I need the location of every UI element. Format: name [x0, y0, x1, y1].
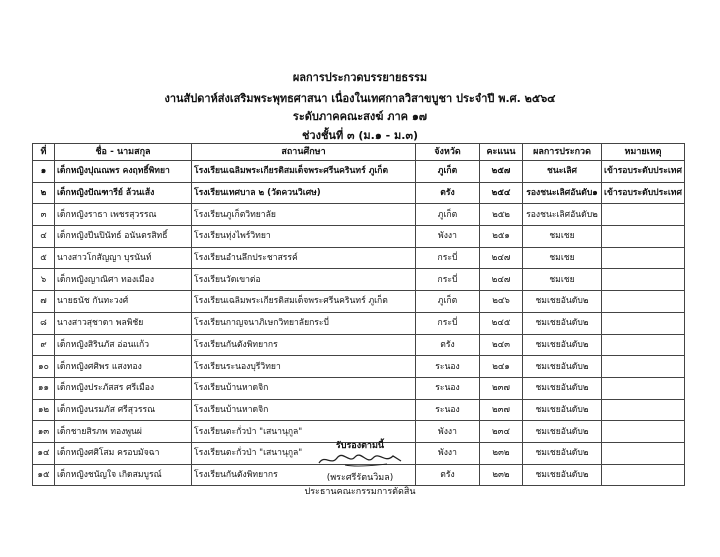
cell-province: ระนอง: [416, 399, 480, 421]
header-note: หมายเหตุ: [602, 144, 685, 161]
cell-province: ระนอง: [416, 356, 480, 378]
cell-note: [602, 377, 685, 399]
cell-name: เด็กหญิงปุณณพร คงฤทธิ์พิทยา: [55, 161, 192, 183]
cell-result: ชนะเลิศ: [523, 161, 602, 183]
cell-no: ๗: [33, 291, 55, 313]
cell-school: โรงเรียนบ้านหาดจิก: [192, 399, 416, 421]
cell-result: ชมเชย: [523, 269, 602, 291]
cell-note: [602, 312, 685, 334]
cell-school: โรงเรียนกาญจนาภิเษกวิทยาลัยกระบี่: [192, 312, 416, 334]
table-row: [33, 247, 685, 269]
cell-result: ชมเชย: [523, 226, 602, 248]
cell-province: พังงา: [416, 421, 480, 443]
cell-name: เด็กหญิงราธา เพชรสุวรรณ: [55, 204, 192, 226]
cell-no: ๑๐: [33, 356, 55, 378]
cell-province: ตรัง: [416, 334, 480, 356]
cell-result: ชมเชยอันดับ๒: [523, 464, 602, 486]
cell-result: ชมเชยอันดับ๒: [523, 356, 602, 378]
cell-name: เด็กหญิงนรมภัส ศรีสุวรรณ: [55, 399, 192, 421]
cell-school: โรงเรียนทุ่งไพร์วิทยา: [192, 226, 416, 248]
cell-province: พังงา: [416, 226, 480, 248]
document-title: ผลการประกวดบรรยายธรรม: [292, 71, 428, 84]
cell-score: ๒๓๗: [480, 399, 523, 421]
cell-result: ชมเชยอันดับ๒: [523, 291, 602, 313]
cell-score: ๒๔๕: [480, 312, 523, 334]
cell-province: ภูเก็ต: [416, 291, 480, 313]
header-score: คะแนน: [480, 144, 523, 161]
cell-province: ภูเก็ต: [416, 161, 480, 183]
cell-school: โรงเรียนบ้านหาดจิก: [192, 377, 416, 399]
cell-score: ๒๔๗: [480, 269, 523, 291]
cell-score: ๒๓๗: [480, 377, 523, 399]
table-row: [33, 377, 685, 399]
cell-name: เด็กชายสิรภพ ทองพูนผ่: [55, 421, 192, 443]
cell-province: กระบี่: [416, 247, 480, 269]
cell-note: [602, 269, 685, 291]
cell-result: ชมเชย: [523, 247, 602, 269]
header-province: จังหวัด: [416, 144, 480, 161]
cell-province: ตรัง: [416, 182, 480, 204]
cell-name: เด็กหญิงปีนปินัทธ์ อนันตรสิทธิ์: [55, 226, 192, 248]
cell-result: ชมเชยอันดับ๒: [523, 399, 602, 421]
signature-mark: [0, 452, 720, 468]
table-row: [33, 312, 685, 334]
cell-result: รองชนะเลิศอันดับ๑: [523, 182, 602, 204]
table-row: [33, 399, 685, 421]
cell-result: ชมเชยอันดับ๒: [523, 421, 602, 443]
cell-no: ๕: [33, 247, 55, 269]
cell-school: โรงเรียนอำนลึกประชาสรรค์: [192, 247, 416, 269]
cell-province: กระบี่: [416, 312, 480, 334]
cell-score: ๒๔๑: [480, 356, 523, 378]
cell-result: รองชนะเลิศอันดับ๒: [523, 204, 602, 226]
cell-result: ชมเชยอันดับ๒: [523, 442, 602, 464]
table-row: [33, 226, 685, 248]
cell-score: ๒๕๗: [480, 161, 523, 183]
cell-score: ๒๓๔: [480, 421, 523, 443]
cell-school: โรงเรียนกันตังพิทยากร: [192, 464, 416, 486]
cell-no: ๔: [33, 226, 55, 248]
cell-school: โรงเรียนตะกั่วป่า "เสนานุกูล": [192, 421, 416, 443]
cell-note: [602, 356, 685, 378]
cell-note: [602, 247, 685, 269]
cell-score: ๒๔๓: [480, 334, 523, 356]
cell-score: ๒๕๒: [480, 204, 523, 226]
cell-name: นางสาวโกสัญญา บุรนันท์: [55, 247, 192, 269]
cell-name: เด็กหญิงสิรินภัส อ่อนแก้ว: [55, 334, 192, 356]
cell-province: ตรัง: [416, 464, 480, 486]
cell-note: [602, 204, 685, 226]
cell-note: [602, 226, 685, 248]
grade-level: ช่วงชั้นที่ ๓ (ม.๑ - ม.๓): [301, 129, 419, 142]
signature-icon: [315, 452, 405, 468]
cell-score: ๒๓๒: [480, 442, 523, 464]
cell-no: ๓: [33, 204, 55, 226]
cell-no: ๑๑: [33, 377, 55, 399]
cell-no: ๘: [33, 312, 55, 334]
cell-name: เด็กหญิงศศิโสม ครอบมัจฉา: [55, 442, 192, 464]
cell-no: ๖: [33, 269, 55, 291]
cell-name: นางสาวสุชาดา พลพิชัย: [55, 312, 192, 334]
table-row: [33, 269, 685, 291]
cell-note: เข้ารอบระดับประเทศ: [602, 161, 685, 183]
event-title: งานสัปดาห์ส่งเสริมพระพุทธศาสนา เนื่องในเทศกาลวิสาขบูชา ประจำปี พ.ศ. ๒๕๖๔: [164, 92, 556, 105]
cell-school: โรงเรียนกันตังพิทยากร: [192, 334, 416, 356]
table-row: [33, 182, 685, 204]
cell-note: [602, 334, 685, 356]
cell-no: ๑๒: [33, 399, 55, 421]
table-row: [33, 334, 685, 356]
cell-school: โรงเรียนระนองบุรีวิทยา: [192, 356, 416, 378]
cell-name: เด็กหญิงประภัสสร ศรีเมือง: [55, 377, 192, 399]
cell-no: ๑๔: [33, 442, 55, 464]
cell-name: เด็กหญิงปัณฑารีย์ ล้วนเส้ง: [55, 182, 192, 204]
cell-score: ๒๕๔: [480, 182, 523, 204]
cell-name: เด็กหญิงชนัญใจ เกิดสมบูรณ์: [55, 464, 192, 486]
region-level: ระดับภาคคณะสงฆ์ ภาค ๑๗: [292, 110, 428, 123]
cell-province: กระบี่: [416, 269, 480, 291]
cell-school: โรงเรียนเทศบาล ๒ (วัดควนวิเศษ): [192, 182, 416, 204]
cell-school: โรงเรียนวัดเขาต่อ: [192, 269, 416, 291]
cell-score: ๒๔๖: [480, 291, 523, 313]
table-header-row: [33, 144, 685, 161]
header-name: ชื่อ - นามสกุล: [55, 144, 192, 161]
cell-no: ๑๓: [33, 421, 55, 443]
cell-no: ๒: [33, 182, 55, 204]
cell-score: ๒๓๒: [480, 464, 523, 486]
cell-school: โรงเรียนภูเก็ตวิทยาลัย: [192, 204, 416, 226]
cell-note: [602, 399, 685, 421]
cell-note: เข้ารอบระดับประเทศ: [602, 182, 685, 204]
cell-province: ระนอง: [416, 377, 480, 399]
table-row: [33, 356, 685, 378]
cell-name: นายธนัช กันทะวงศ์: [55, 291, 192, 313]
cell-province: พังงา: [416, 442, 480, 464]
cell-name: เด็กหญิงญาณิศา ทองเมือง: [55, 269, 192, 291]
signer-role: ประธานคณะกรรมการตัดสิน: [304, 487, 416, 497]
cell-school: โรงเรียนเฉลิมพระเกียรติสมเด็จพระศรีนครินทร์ ภูเก็ต: [192, 291, 416, 313]
header-school: สถานศึกษา: [192, 144, 416, 161]
table-row: [33, 291, 685, 313]
cell-school: โรงเรียนเฉลิมพระเกียรติสมเด็จพระศรีนครินทร์ ภูเก็ต: [192, 161, 416, 183]
header-no: ที่: [33, 144, 55, 161]
cell-no: ๑๕: [33, 464, 55, 486]
cell-school: โรงเรียนตะกั่วป่า "เสนานุกูล": [192, 442, 416, 464]
cell-result: ชมเชยอันดับ๒: [523, 334, 602, 356]
cell-no: ๑: [33, 161, 55, 183]
cell-score: ๒๔๗: [480, 247, 523, 269]
certify-text: รับรองตามนี้: [335, 441, 385, 451]
table-row: [33, 161, 685, 183]
cell-province: ภูเก็ต: [416, 204, 480, 226]
results-table: [32, 143, 685, 486]
cell-result: ชมเชยอันดับ๒: [523, 377, 602, 399]
table-row: [33, 204, 685, 226]
header-result: ผลการประกวด: [523, 144, 602, 161]
cell-result: ชมเชยอันดับ๒: [523, 312, 602, 334]
cell-name: เด็กหญิงศศิพร แสงทอง: [55, 356, 192, 378]
cell-score: ๒๕๑: [480, 226, 523, 248]
cell-note: [602, 291, 685, 313]
cell-no: ๙: [33, 334, 55, 356]
signer-name: (พระศรีรัตนวิมล): [326, 473, 394, 483]
